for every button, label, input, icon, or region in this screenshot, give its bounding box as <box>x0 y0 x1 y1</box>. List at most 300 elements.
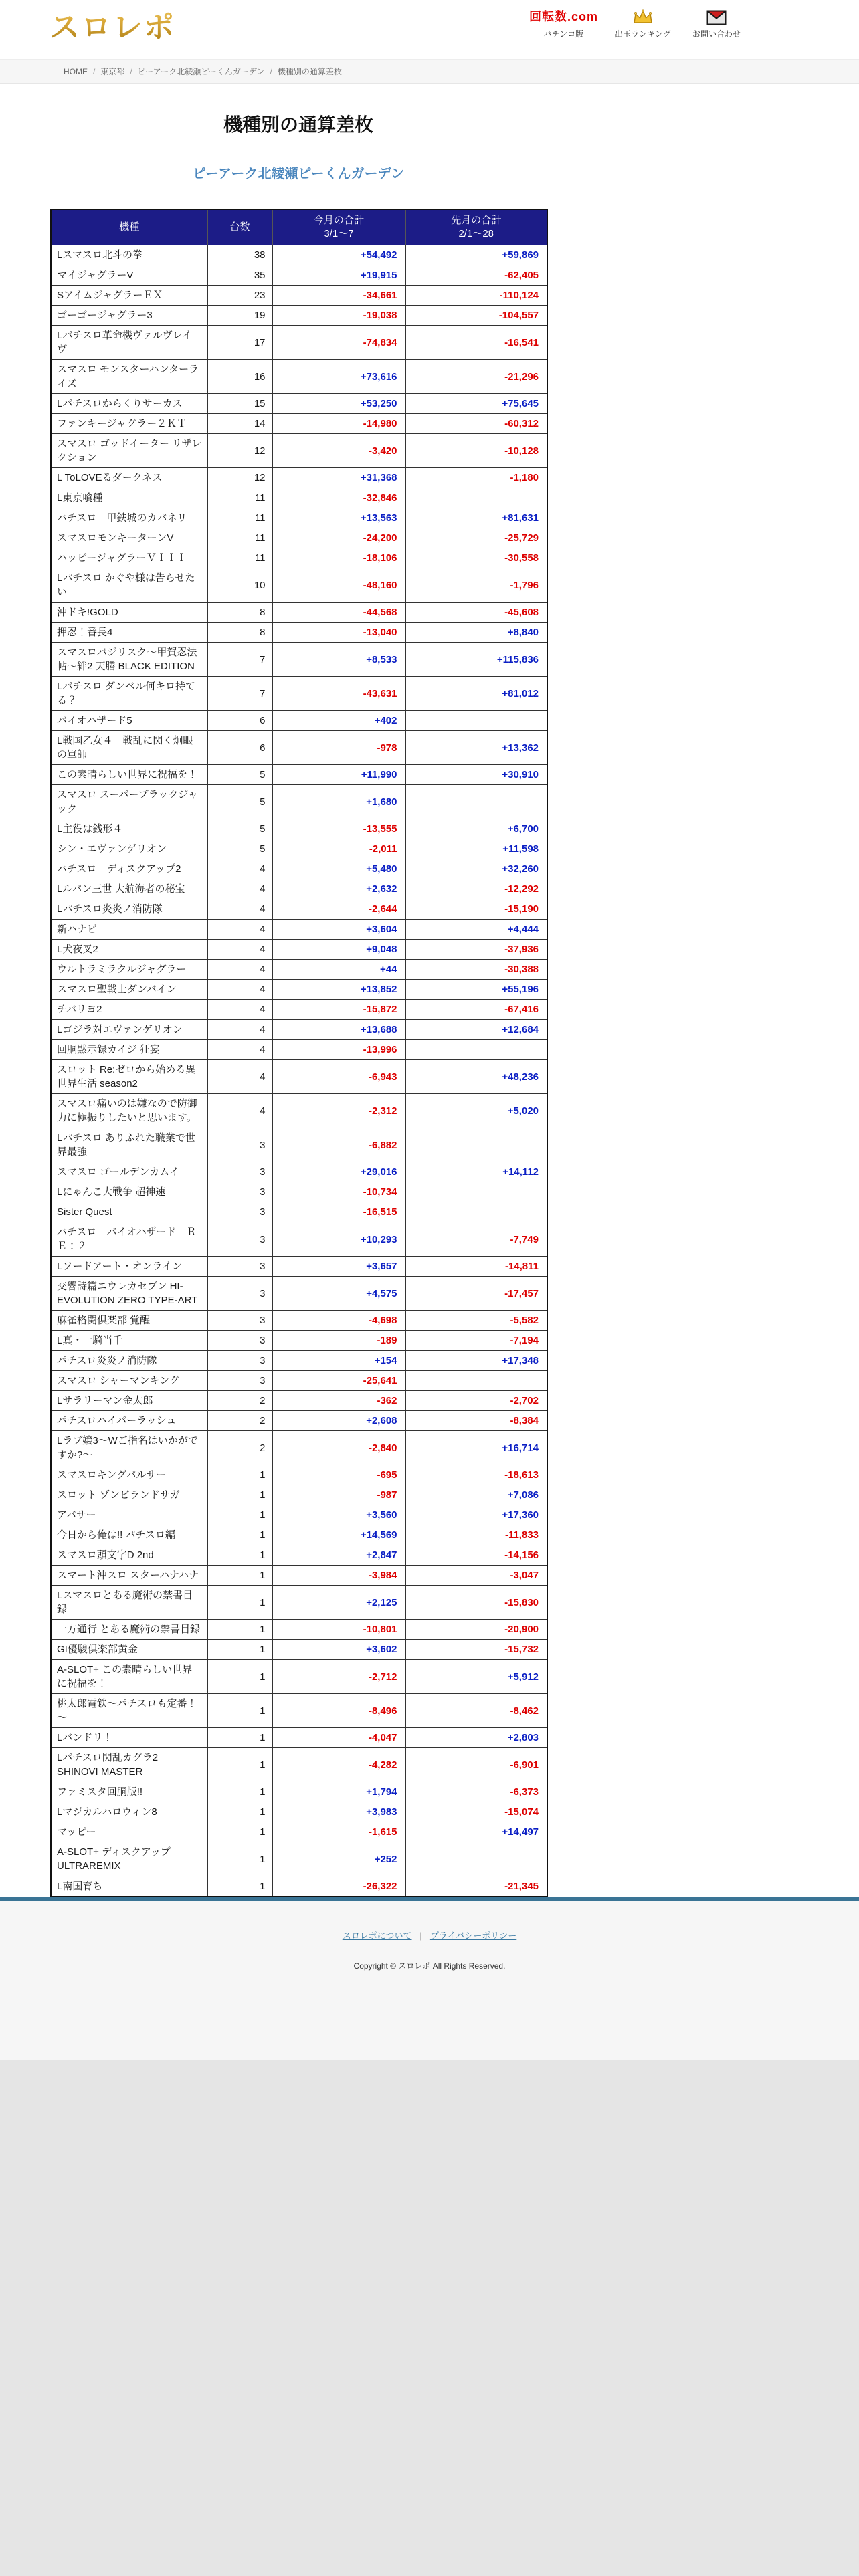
this-month-value: -10,801 <box>272 1620 405 1640</box>
table-row <box>51 1620 547 1640</box>
machine-units: 1 <box>207 1876 272 1897</box>
table-row <box>51 1431 547 1465</box>
machine-units: 4 <box>207 1000 272 1020</box>
last-month-value: -17,457 <box>405 1277 547 1311</box>
table-row <box>51 1311 547 1331</box>
last-month-value: -10,128 <box>405 434 547 468</box>
table-row <box>51 785 547 819</box>
last-month-value <box>405 1371 547 1391</box>
nav-pachinko-label: パチンコ版 <box>543 29 584 39</box>
machine-units: 1 <box>207 1660 272 1694</box>
this-month-value: +1,794 <box>272 1782 405 1802</box>
this-month-value: -2,840 <box>272 1431 405 1465</box>
table-row <box>51 1660 547 1694</box>
machine-name: ウルトラミラクルジャグラー <box>51 960 207 980</box>
machine-name: スマスロ スーパーブラックジャック <box>51 785 207 819</box>
machine-units: 11 <box>207 548 272 568</box>
machine-name: GI優駿倶楽部黄金 <box>51 1640 207 1660</box>
this-month-value: +9,048 <box>272 940 405 960</box>
last-month-value: +17,360 <box>405 1505 547 1525</box>
this-month-value: +13,688 <box>272 1020 405 1040</box>
machine-name: スマート沖スロ スターハナハナ <box>51 1566 207 1586</box>
last-month-value <box>405 711 547 731</box>
table-row <box>51 1566 547 1586</box>
this-month-value: -14,980 <box>272 414 405 434</box>
machine-units: 1 <box>207 1566 272 1586</box>
machine-name: Lスマスロとある魔術の禁書目録 <box>51 1586 207 1620</box>
this-month-value: -15,872 <box>272 1000 405 1020</box>
machine-units: 4 <box>207 859 272 879</box>
machine-name: Lパチスロ ダンベル何キロ持てる？ <box>51 677 207 711</box>
machine-name: パチスロ バイオハザード ＲＥ：２ <box>51 1222 207 1257</box>
table-row <box>51 643 547 677</box>
machine-units: 1 <box>207 1505 272 1525</box>
table-row <box>51 1876 547 1897</box>
this-month-value: +2,608 <box>272 1411 405 1431</box>
table-row <box>51 603 547 623</box>
last-month-value: +13,362 <box>405 731 547 765</box>
site-logo[interactable]: スロレポ <box>50 3 175 46</box>
this-month-value: -4,047 <box>272 1728 405 1748</box>
machine-units: 10 <box>207 568 272 603</box>
this-month-value: -4,698 <box>272 1311 405 1331</box>
machine-name: Lパチスロ革命機ヴァルヴレイヴ <box>51 326 207 360</box>
machine-units: 3 <box>207 1162 272 1182</box>
machine-units: 4 <box>207 1060 272 1094</box>
this-month-value: -189 <box>272 1331 405 1351</box>
table-row <box>51 1128 547 1162</box>
table-row <box>51 731 547 765</box>
this-month-value: +44 <box>272 960 405 980</box>
table-row <box>51 920 547 940</box>
table-row <box>51 548 547 568</box>
page-title: 機種別の通算差枚 <box>223 114 373 135</box>
last-month-value: +75,645 <box>405 394 547 414</box>
last-month-value: -15,830 <box>405 1586 547 1620</box>
table-row <box>51 1371 547 1391</box>
machine-name: L南国育ち <box>51 1876 207 1897</box>
table-row <box>51 394 547 414</box>
machine-units: 23 <box>207 286 272 306</box>
machine-units: 3 <box>207 1128 272 1162</box>
last-month-value: -15,190 <box>405 899 547 920</box>
machine-name: ハッピージャグラーＶＩＩＩ <box>51 548 207 568</box>
table-row <box>51 1040 547 1060</box>
machine-name: 押忍！番長4 <box>51 623 207 643</box>
machine-units: 1 <box>207 1620 272 1640</box>
machine-name: アバサー <box>51 1505 207 1525</box>
machine-name: Lサラリーマン金太郎 <box>51 1391 207 1411</box>
last-month-value: -6,373 <box>405 1782 547 1802</box>
col-header-last-month: 先月の合計 2/1～28 <box>405 209 547 245</box>
last-month-value: -62,405 <box>405 265 547 286</box>
machine-units: 3 <box>207 1311 272 1331</box>
last-month-value: -15,732 <box>405 1640 547 1660</box>
shop-name-link[interactable]: ピーアーク北綾瀬ピーくんガーデン <box>192 167 405 181</box>
crown-icon <box>632 8 654 25</box>
last-month-value: -8,384 <box>405 1411 547 1431</box>
machine-name: バイオハザード5 <box>51 711 207 731</box>
table-row <box>51 1257 547 1277</box>
machine-units: 11 <box>207 508 272 528</box>
table-row <box>51 879 547 899</box>
last-month-value: -104,557 <box>405 306 547 326</box>
last-month-value: -37,936 <box>405 940 547 960</box>
table-row <box>51 677 547 711</box>
table-row <box>51 245 547 265</box>
table-row <box>51 859 547 879</box>
this-month-value: -2,644 <box>272 899 405 920</box>
machine-name: スマスロキングパルサー <box>51 1465 207 1485</box>
this-month-value: +10,293 <box>272 1222 405 1257</box>
machine-units: 3 <box>207 1257 272 1277</box>
machine-name: L戦国乙女４ 戦乱に閃く炯眼の軍師 <box>51 731 207 765</box>
machine-units: 12 <box>207 468 272 488</box>
last-month-value: -8,462 <box>405 1694 547 1728</box>
footer-links <box>0 1929 859 1941</box>
machine-units: 4 <box>207 1040 272 1060</box>
machine-units: 2 <box>207 1391 272 1411</box>
table-row <box>51 1545 547 1566</box>
machine-units: 6 <box>207 731 272 765</box>
machine-name: Lルパン三世 大航海者の秘宝 <box>51 879 207 899</box>
machine-name: 麻雀格闘倶楽部 覚醒 <box>51 1311 207 1331</box>
machine-name: Lパチスロ かぐや様は告らせたい <box>51 568 207 603</box>
table-row <box>51 360 547 394</box>
this-month-value: +3,602 <box>272 1640 405 1660</box>
last-month-value: +81,631 <box>405 508 547 528</box>
machine-units: 4 <box>207 980 272 1000</box>
breadcrumb-separator: / <box>130 67 132 76</box>
machine-name: 一方通行 とある魔術の禁書目録 <box>51 1620 207 1640</box>
copyright-text: Copyright © スロレポ All Rights Reserved. <box>353 1961 506 1971</box>
machine-units: 17 <box>207 326 272 360</box>
this-month-value: -34,661 <box>272 286 405 306</box>
machine-units: 16 <box>207 360 272 394</box>
machine-name: スマスロ頭文字D 2nd <box>51 1545 207 1566</box>
machine-name: パチスロハイパーラッシュ <box>51 1411 207 1431</box>
this-month-value: +31,368 <box>272 468 405 488</box>
machine-name: Lラブ嬢3～Wご指名はいかがですか?～ <box>51 1431 207 1465</box>
table-row <box>51 1505 547 1525</box>
machine-name: Lソードアート・オンライン <box>51 1257 207 1277</box>
nav-pachinko-link[interactable] <box>529 8 598 39</box>
machine-units: 1 <box>207 1640 272 1660</box>
machine-units: 38 <box>207 245 272 265</box>
machine-units: 3 <box>207 1202 272 1222</box>
last-month-value: -15,074 <box>405 1802 547 1822</box>
last-month-value: +17,348 <box>405 1351 547 1371</box>
machine-units: 4 <box>207 960 272 980</box>
breadcrumb-separator: / <box>93 67 96 76</box>
machine-units: 1 <box>207 1802 272 1822</box>
machine-name: マッピー <box>51 1822 207 1842</box>
nav-ranking-link[interactable] <box>614 8 672 39</box>
machine-units: 3 <box>207 1331 272 1351</box>
this-month-value: -24,200 <box>272 528 405 548</box>
this-month-value: -978 <box>272 731 405 765</box>
machine-name: スマスロ ゴールデンカムイ <box>51 1162 207 1182</box>
nav-ranking-label: 出玉ランキング <box>615 29 671 39</box>
this-month-value: +29,016 <box>272 1162 405 1182</box>
this-month-value: +154 <box>272 1351 405 1371</box>
table-row <box>51 960 547 980</box>
table-row <box>51 940 547 960</box>
last-month-value: -16,541 <box>405 326 547 360</box>
this-month-value: -44,568 <box>272 603 405 623</box>
machine-name: スマスロ モンスターハンターライズ <box>51 360 207 394</box>
this-month-value: -32,846 <box>272 488 405 508</box>
machine-units: 1 <box>207 1525 272 1545</box>
last-month-value: +16,714 <box>405 1431 547 1465</box>
this-month-value: +2,125 <box>272 1586 405 1620</box>
machine-name: Lゴジラ対エヴァンゲリオン <box>51 1020 207 1040</box>
kaitensu-com-logo: 回転数.com <box>529 10 598 23</box>
machine-units: 12 <box>207 434 272 468</box>
this-month-value: +8,533 <box>272 643 405 677</box>
machine-name: Sister Quest <box>51 1202 207 1222</box>
table-row <box>51 468 547 488</box>
this-month-value: -13,040 <box>272 623 405 643</box>
machine-units: 1 <box>207 1485 272 1505</box>
last-month-value: +55,196 <box>405 980 547 1000</box>
machine-name: スロット ゾンビランドサガ <box>51 1485 207 1505</box>
machine-units: 2 <box>207 1411 272 1431</box>
machine-units: 5 <box>207 765 272 785</box>
machine-name: 沖ドキ!GOLD <box>51 603 207 623</box>
table-row <box>51 1748 547 1782</box>
machine-units: 2 <box>207 1431 272 1465</box>
this-month-value: +54,492 <box>272 245 405 265</box>
last-month-value: -3,047 <box>405 1566 547 1586</box>
this-month-value: +1,680 <box>272 785 405 819</box>
last-month-value: +14,497 <box>405 1822 547 1842</box>
machine-name: 回胴黙示録カイジ 狂宴 <box>51 1040 207 1060</box>
machine-units: 7 <box>207 643 272 677</box>
machine-name: Lパチスロ炎炎ノ消防隊 <box>51 899 207 920</box>
this-month-value: +3,657 <box>272 1257 405 1277</box>
site-footer <box>0 1897 859 2060</box>
footer-about-link[interactable]: スロレポについて <box>342 1931 412 1941</box>
machine-name: パチスロ炎炎ノ消防隊 <box>51 1351 207 1371</box>
table-row <box>51 1000 547 1020</box>
machine-units: 1 <box>207 1545 272 1566</box>
machine-units: 1 <box>207 1842 272 1876</box>
table-row <box>51 1331 547 1351</box>
this-month-value: -2,312 <box>272 1094 405 1128</box>
this-month-value: +19,915 <box>272 265 405 286</box>
table-row <box>51 1222 547 1257</box>
table-row <box>51 508 547 528</box>
machine-name: Lマジカルハロウィン8 <box>51 1802 207 1822</box>
breadcrumb-link[interactable]: HOME <box>64 67 88 76</box>
this-month-value: +3,983 <box>272 1802 405 1822</box>
machine-units: 1 <box>207 1748 272 1782</box>
last-month-value: +14,112 <box>405 1162 547 1182</box>
this-month-value: -3,984 <box>272 1566 405 1586</box>
breadcrumb <box>0 59 859 84</box>
table-row <box>51 326 547 360</box>
this-month-value: -2,712 <box>272 1660 405 1694</box>
machine-units: 15 <box>207 394 272 414</box>
table-row <box>51 839 547 859</box>
last-month-value: +6,700 <box>405 819 547 839</box>
last-month-value: -67,416 <box>405 1000 547 1020</box>
last-month-value: +4,444 <box>405 920 547 940</box>
last-month-value: +59,869 <box>405 245 547 265</box>
machine-units: 5 <box>207 785 272 819</box>
table-row <box>51 568 547 603</box>
machine-name: L ToLOVEるダークネス <box>51 468 207 488</box>
mail-icon <box>706 8 727 25</box>
breadcrumb-link[interactable]: 東京都 <box>100 67 125 76</box>
last-month-value <box>405 1128 547 1162</box>
this-month-value: +11,990 <box>272 765 405 785</box>
this-month-value: -13,555 <box>272 819 405 839</box>
table-row <box>51 1485 547 1505</box>
machine-name: SアイムジャグラーＥＸ <box>51 286 207 306</box>
table-row <box>51 819 547 839</box>
machine-units: 4 <box>207 940 272 960</box>
this-month-value: +14,569 <box>272 1525 405 1545</box>
main-content <box>50 84 547 1897</box>
this-month-value: -48,160 <box>272 568 405 603</box>
table-row <box>51 1391 547 1411</box>
machine-units: 1 <box>207 1694 272 1728</box>
machine-name: この素晴らしい世界に祝福を！ <box>51 765 207 785</box>
machine-units: 4 <box>207 899 272 920</box>
last-month-value: +12,684 <box>405 1020 547 1040</box>
footer-privacy-link[interactable]: プライバシーポリシー <box>430 1931 517 1941</box>
last-month-value: +8,840 <box>405 623 547 643</box>
machine-name: スマスロバジリスク～甲賀忍法帖～絆2 天膳 BLACK EDITION <box>51 643 207 677</box>
this-month-value: -43,631 <box>272 677 405 711</box>
machine-units: 1 <box>207 1586 272 1620</box>
this-month-value: +2,847 <box>272 1545 405 1566</box>
last-month-value <box>405 1202 547 1222</box>
breadcrumb-separator: / <box>270 67 272 76</box>
machine-units: 11 <box>207 488 272 508</box>
table-row <box>51 765 547 785</box>
machine-units: 4 <box>207 1094 272 1128</box>
last-month-value: -14,156 <box>405 1545 547 1566</box>
last-month-value: +7,086 <box>405 1485 547 1505</box>
table-row <box>51 1277 547 1311</box>
last-month-value: -7,194 <box>405 1331 547 1351</box>
this-month-value: -987 <box>272 1485 405 1505</box>
table-row <box>51 1411 547 1431</box>
table-row <box>51 980 547 1000</box>
table-row <box>51 1060 547 1094</box>
last-month-value: -45,608 <box>405 603 547 623</box>
machine-name: Lパチスロ閃乱カグラ2 SHINOVI MASTER <box>51 1748 207 1782</box>
this-month-value: +4,575 <box>272 1277 405 1311</box>
this-month-value: -2,011 <box>272 839 405 859</box>
last-month-value: +32,260 <box>405 859 547 879</box>
machine-units: 4 <box>207 920 272 940</box>
this-month-value: -6,882 <box>272 1128 405 1162</box>
table-row <box>51 265 547 286</box>
machine-name: ゴーゴージャグラー3 <box>51 306 207 326</box>
this-month-value: -3,420 <box>272 434 405 468</box>
machine-name: L主役は銭形４ <box>51 819 207 839</box>
last-month-value: -18,613 <box>405 1465 547 1485</box>
machine-units: 4 <box>207 879 272 899</box>
table-row <box>51 899 547 920</box>
nav-contact-link[interactable] <box>688 8 745 39</box>
machine-name: スマスロ聖戦士ダンバイン <box>51 980 207 1000</box>
machine-name: パチスロ ディスクアップ2 <box>51 859 207 879</box>
last-month-value: +5,912 <box>405 1660 547 1694</box>
machine-units: 11 <box>207 528 272 548</box>
last-month-value: -1,180 <box>405 468 547 488</box>
table-row <box>51 414 547 434</box>
this-month-value: -8,496 <box>272 1694 405 1728</box>
last-month-value: -11,833 <box>405 1525 547 1545</box>
last-month-value: -60,312 <box>405 414 547 434</box>
machine-units: 19 <box>207 306 272 326</box>
last-month-value: -1,796 <box>405 568 547 603</box>
col-header-machine: 機種 <box>51 209 207 245</box>
machine-units: 5 <box>207 819 272 839</box>
machine-name: A-SLOT+ ディスクアップ ULTRAREMIX <box>51 1842 207 1876</box>
machine-diff-table <box>50 209 548 1897</box>
table-row <box>51 1020 547 1040</box>
last-month-value: -30,388 <box>405 960 547 980</box>
machine-units: 7 <box>207 677 272 711</box>
last-month-value: -7,749 <box>405 1222 547 1257</box>
table-row <box>51 1842 547 1876</box>
machine-units: 14 <box>207 414 272 434</box>
machine-name: 桃太郎電鉄～パチスロも定番！～ <box>51 1694 207 1728</box>
last-month-value: -5,582 <box>405 1311 547 1331</box>
this-month-value: -10,734 <box>272 1182 405 1202</box>
table-row <box>51 434 547 468</box>
table-row <box>51 623 547 643</box>
last-month-value: +5,020 <box>405 1094 547 1128</box>
machine-name: Lパチスロからくりサーカス <box>51 394 207 414</box>
last-month-value <box>405 785 547 819</box>
breadcrumb-link[interactable]: ピーアーク北綾瀬ピーくんガーデン <box>137 67 265 76</box>
this-month-value: +2,632 <box>272 879 405 899</box>
machine-name: Lパチスロ ありふれた職業で世界最強 <box>51 1128 207 1162</box>
table-row <box>51 488 547 508</box>
table-row <box>51 1351 547 1371</box>
this-month-value: +53,250 <box>272 394 405 414</box>
machine-name: L真・一騎当千 <box>51 1331 207 1351</box>
machine-name: パチスロ 甲鉄城のカバネリ <box>51 508 207 528</box>
machine-units: 3 <box>207 1371 272 1391</box>
last-month-value: +48,236 <box>405 1060 547 1094</box>
this-month-value: -4,282 <box>272 1748 405 1782</box>
this-month-value: -1,615 <box>272 1822 405 1842</box>
machine-name: スロット Re:ゼロから始める異世界生活 season2 <box>51 1060 207 1094</box>
last-month-value: -2,702 <box>405 1391 547 1411</box>
table-row <box>51 1525 547 1545</box>
this-month-value: -26,322 <box>272 1876 405 1897</box>
machine-name: スマスロ シャーマンキング <box>51 1371 207 1391</box>
machine-units: 3 <box>207 1351 272 1371</box>
this-month-value: -74,834 <box>272 326 405 360</box>
last-month-value: -21,345 <box>405 1876 547 1897</box>
nav-contact-label: お問い合わせ <box>692 29 741 39</box>
this-month-value: +3,560 <box>272 1505 405 1525</box>
this-month-value: -6,943 <box>272 1060 405 1094</box>
last-month-value: -12,292 <box>405 879 547 899</box>
this-month-value: -695 <box>272 1465 405 1485</box>
this-month-value: +5,480 <box>272 859 405 879</box>
this-month-value: +252 <box>272 1842 405 1876</box>
